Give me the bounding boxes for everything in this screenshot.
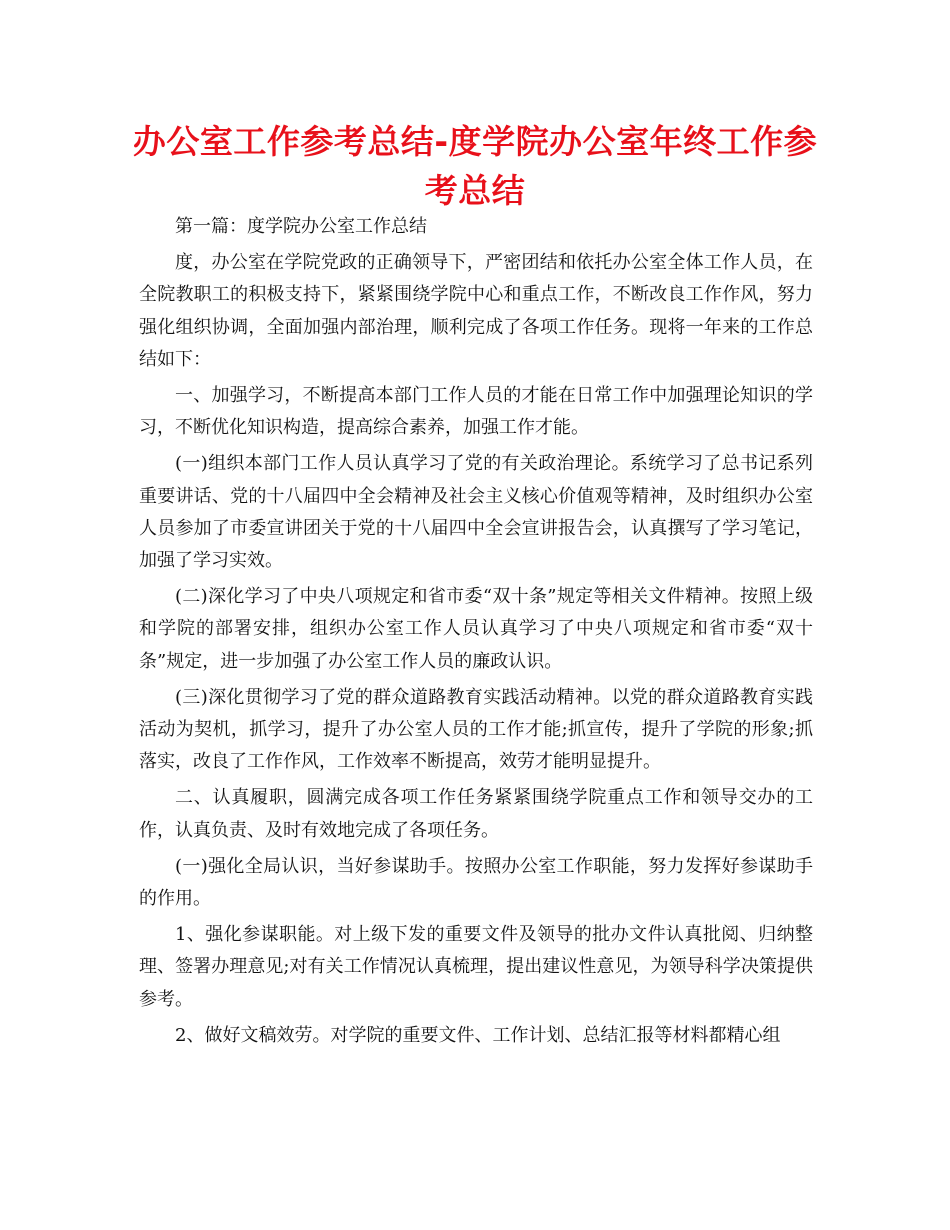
document-body — [139, 211, 813, 1056]
paragraph: (一)组织本部门工作人员认真学习了党的有关政治理论。系统学习了总书记系列重要讲话、党的十八届四中全会精神及社会主义核心价值观等精神，及时组织办公室人员参加了市委宣讲团关于党的十八届四中全会宣讲报告会，认真撰写了学习笔记，加强了学习实效。 — [139, 453, 813, 572]
document-title: 办公室工作参考总结-度学院办公室年终工作参考总结 — [132, 122, 818, 210]
paragraph: 二、认真履职，圆满完成各项工作任务紧紧围绕学院重点工作和领导交办的工作，认真负责、及时有效地完成了各项任务。 — [139, 787, 813, 841]
paragraph: (一)强化全局认识，当好参谋助手。按照办公室工作职能，努力发挥好参谋助手的作用。 — [139, 855, 813, 910]
section-heading: 第一篇：度学院办公室工作总结 — [175, 216, 427, 237]
paragraph: 2、做好文稿效劳。对学院的重要文件、工作计划、总结汇报等材料都精心组 — [175, 1024, 781, 1046]
paragraph: (三)深化贯彻学习了党的群众道路教育实践活动精神。以党的群众道路教育实践活动为契机，抓学习，提升了办公室人员的工作才能;抓宣传，提升了学院的形象;抓落实，改良了工作作风，工作效率不断提高，效劳才能明显提升。 — [139, 686, 813, 773]
paragraph: (二)深化学习了中央八项规定和省市委“双十条”规定等相关文件精神。按照上级和学院的部署安排，组织办公室工作人员认真学习了中央八项规定和省市委“双十条”规定，进一步加强了办公室工作人员的廉政认识。 — [139, 586, 813, 672]
paragraph: 1、强化参谋职能。对上级下发的重要文件及领导的批办文件认真批阅、归纳整理、签署办理意见;对有关工作情况认真梳理，提出建议性意见，为领导科学决策提供参考。 — [139, 924, 813, 1010]
paragraph: 度，办公室在学院党政的正确领导下，严密团结和依托办公室全体工作人员，在全院教职工的积极支持下，紧紧围绕学院中心和重点工作，不断改良工作作风，努力强化组织协调，全面加强内部治理，顺利完成了各项工作任务。现将一年来的工作总结如下： — [139, 252, 813, 370]
paragraph: 一、加强学习，不断提高本部门工作人员的才能在日常工作中加强理论知识的学习，不断优化知识构造，提高综合素养，加强工作才能。 — [139, 385, 813, 439]
